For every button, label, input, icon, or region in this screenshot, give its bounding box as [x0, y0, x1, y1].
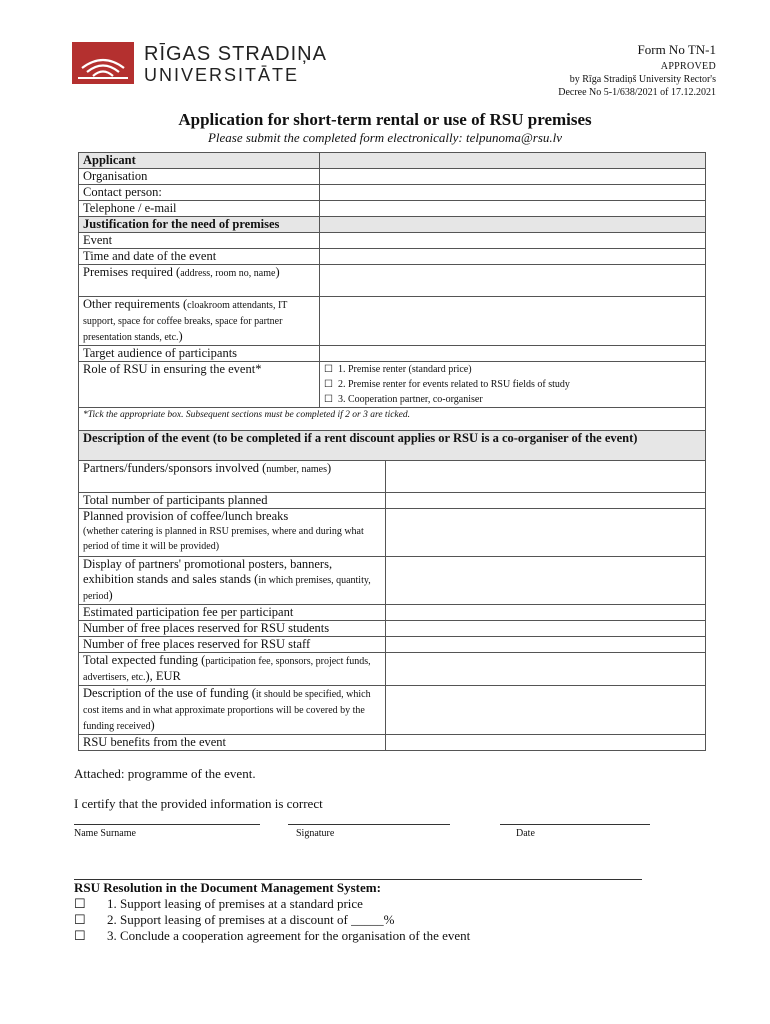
- page-title: Application for short-term rental or use of RSU premises: [178, 110, 592, 129]
- checkbox-icon[interactable]: ☐: [74, 928, 86, 943]
- display-small: in which premises, quantity, period: [83, 575, 371, 602]
- field-total-funding[interactable]: [386, 653, 706, 686]
- field-participation-fee[interactable]: [386, 605, 706, 621]
- label-total-funding: [79, 653, 386, 686]
- field-time-date[interactable]: [320, 249, 706, 265]
- section-applicant-fill: [320, 153, 706, 169]
- logo-line-2: UNIVERSITĀTE: [144, 65, 300, 85]
- approved-label: APPROVED: [660, 61, 716, 72]
- field-rsu-benefits[interactable]: [386, 735, 706, 751]
- field-promotional-display[interactable]: [386, 557, 706, 605]
- label-coffee-breaks: [79, 509, 386, 557]
- funding-small: participation fee, sponsors, project funds, advertisers, etc.: [83, 656, 371, 683]
- attached-note: Attached: programme of the event.: [74, 766, 256, 781]
- display-main: Display of partners' promotional posters, banners, exhibition stands and sales stands (: [83, 557, 333, 586]
- label-telephone-email: Telephone / e-mail: [79, 201, 320, 217]
- other-main: Other requirements (: [83, 297, 188, 311]
- label-partners: [79, 461, 386, 493]
- premises-small: address, room no, name: [180, 268, 276, 279]
- funding-end: ), EUR: [145, 669, 181, 683]
- certify-statement: I certify that the provided information is correct: [74, 796, 323, 811]
- label-funding-use: [79, 686, 386, 735]
- resolution-option-2-label: 2. Support leasing of premises at a discount of _____%: [107, 912, 395, 927]
- field-target-audience[interactable]: [320, 346, 706, 362]
- date-line[interactable]: [500, 824, 650, 825]
- checkbox-icon[interactable]: ☐: [74, 912, 86, 927]
- label-rsu-benefits: RSU benefits from the event: [79, 735, 386, 751]
- display-end: ): [108, 588, 113, 602]
- label-time-date: Time and date of the event: [79, 249, 320, 265]
- resolution-option-3-label: 3. Conclude a cooperation agreement for the organisation of the event: [107, 928, 471, 943]
- logo-line-1: RĪGAS STRADIŅA: [144, 43, 327, 65]
- resolution-option-3[interactable]: [74, 928, 470, 944]
- checkbox-icon[interactable]: ☐: [324, 364, 333, 375]
- name-surname-label: Name Surname: [74, 828, 136, 839]
- premises-end: ): [275, 265, 280, 279]
- approved-by: by Rīga Stradiņš University Rector's: [569, 74, 716, 85]
- field-coffee-breaks[interactable]: [386, 509, 706, 557]
- role-note: *Tick the appropriate box. Subsequent sections must be completed if 2 or 3 are ticked.: [79, 408, 706, 436]
- resolution-title: RSU Resolution in the Document Management System:: [74, 880, 381, 895]
- field-organisation[interactable]: [320, 169, 706, 185]
- logo-wordmark: [144, 44, 327, 84]
- other-small: cloakroom attendants, IT support, space for coffee breaks, space for partner presentation stands, etc.: [83, 300, 288, 343]
- use-main: Description of the use of funding (: [83, 686, 256, 700]
- checkbox-icon[interactable]: ☐: [74, 896, 86, 911]
- field-staff-places[interactable]: [386, 637, 706, 653]
- label-contact-person: Contact person:: [79, 185, 320, 201]
- use-end: ): [150, 718, 155, 732]
- resolution-option-1-label: 1. Support leasing of premises at a standard price: [107, 896, 363, 911]
- coffee-main: Planned provision of coffee/lunch breaks: [83, 509, 289, 523]
- name-line[interactable]: [74, 824, 260, 825]
- field-telephone-email[interactable]: [320, 201, 706, 217]
- premises-main: Premises required (: [83, 265, 181, 279]
- resolution-option-1[interactable]: [74, 896, 363, 912]
- label-participation-fee: Estimated participation fee per participant: [79, 605, 386, 621]
- field-total-participants[interactable]: [386, 493, 706, 509]
- partners-small: number, names: [266, 464, 328, 475]
- field-premises-required[interactable]: [320, 265, 706, 297]
- checkbox-icon[interactable]: ☐: [324, 379, 333, 390]
- label-promotional-display: [79, 557, 386, 605]
- coffee-small: (whether catering is planned in RSU premises, where and during what period of time it will be provided): [83, 526, 364, 552]
- funding-main: Total expected funding (: [83, 653, 206, 667]
- description-table: [78, 430, 706, 751]
- role-option-1[interactable]: [324, 362, 701, 377]
- section-applicant: Applicant: [79, 153, 320, 169]
- applicant-table: [78, 152, 706, 436]
- use-small: it should be specified, which cost items and in what approximate proportions will be covered by the funding received: [83, 689, 371, 732]
- label-staff-places: Number of free places reserved for RSU staff: [79, 637, 386, 653]
- role-option-3-label: 3. Cooperation partner, co-organiser: [338, 394, 483, 405]
- field-partners[interactable]: [386, 461, 706, 493]
- section-justification: Justification for the need of premises: [79, 217, 320, 233]
- date-label: Date: [516, 828, 535, 839]
- partners-end: ): [327, 461, 332, 475]
- resolution-option-2[interactable]: [74, 912, 394, 928]
- label-rsu-role: Role of RSU in ensuring the event*: [79, 362, 320, 408]
- role-option-2-label: 2. Premise renter for events related to RSU fields of study: [338, 379, 570, 390]
- field-student-places[interactable]: [386, 621, 706, 637]
- form-header: [558, 42, 716, 98]
- label-total-participants: Total number of participants planned: [79, 493, 386, 509]
- role-option-3[interactable]: [324, 392, 701, 407]
- form-number: Form No TN-1: [637, 42, 716, 57]
- field-event[interactable]: [320, 233, 706, 249]
- page-subtitle: Please submit the completed form electronically: telpunoma@rsu.lv: [207, 130, 563, 145]
- partners-main: Partners/funders/sponsors involved (: [83, 461, 267, 475]
- other-end: ): [178, 329, 183, 343]
- role-option-1-label: 1. Premise renter (standard price): [338, 364, 472, 375]
- checkbox-icon[interactable]: ☐: [324, 394, 333, 405]
- signature-line[interactable]: [288, 824, 450, 825]
- field-other-requirements[interactable]: [320, 297, 706, 346]
- field-funding-use[interactable]: [386, 686, 706, 735]
- label-target-audience: Target audience of participants: [79, 346, 320, 362]
- decree-number: Decree No 5-1/638/2021 of 17.12.2021: [558, 87, 716, 98]
- label-student-places: Number of free places reserved for RSU students: [79, 621, 386, 637]
- role-options: [320, 362, 706, 408]
- section-justification-fill: [320, 217, 706, 233]
- section-description: Description of the event (to be completed if a rent discount applies or RSU is a co-organiser of the event): [79, 431, 706, 461]
- label-organisation: Organisation: [79, 169, 320, 185]
- field-contact-person[interactable]: [320, 185, 706, 201]
- label-other-requirements: [79, 297, 320, 346]
- label-premises-required: [79, 265, 320, 297]
- role-option-2[interactable]: [324, 377, 701, 392]
- signature-label: Signature: [296, 828, 335, 839]
- label-event: Event: [79, 233, 320, 249]
